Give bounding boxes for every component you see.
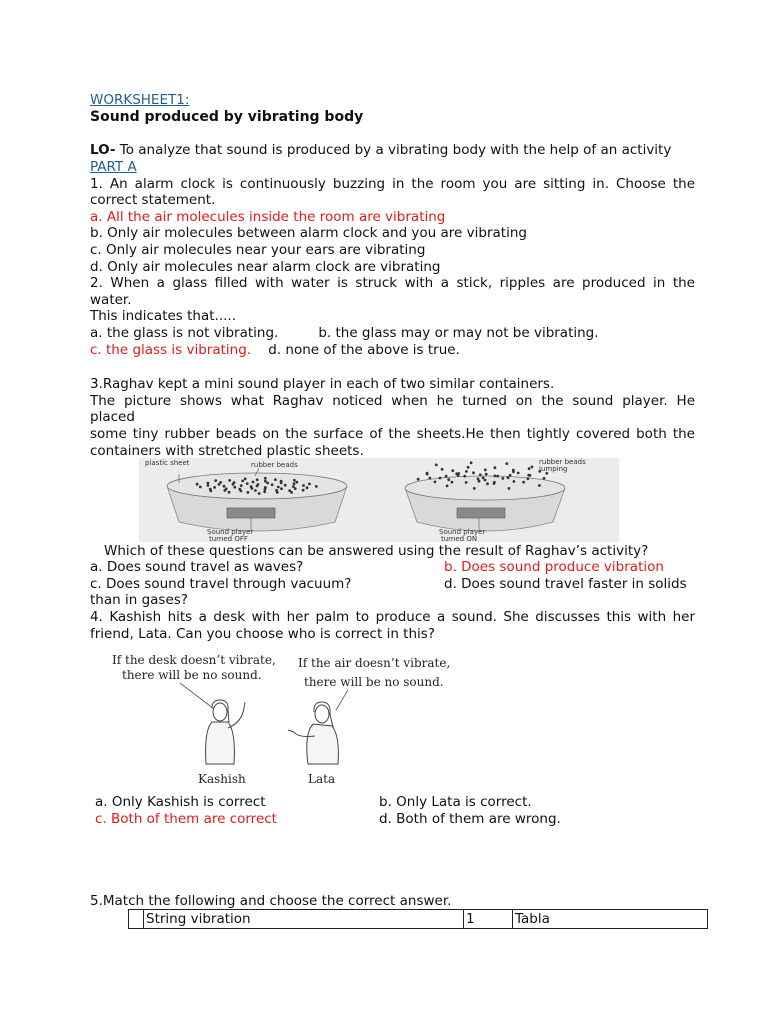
q3-option-b: b. Does sound produce vibration <box>444 559 664 575</box>
bead <box>219 481 222 484</box>
bead <box>439 477 442 480</box>
bead <box>306 486 309 489</box>
left-cell: String vibration <box>144 910 464 929</box>
bead <box>290 491 293 494</box>
bead <box>295 481 298 484</box>
bead <box>446 485 449 488</box>
q2-text-line3: This indicates that..... <box>90 308 236 324</box>
lata-speech-2: there will be no sound. <box>304 675 444 689</box>
lo-text: To analyze that sound is produced by a vibrating body with the help of an activity <box>115 142 672 158</box>
bead <box>257 483 260 486</box>
q2-option-d: d. none of the above is true. <box>268 342 460 358</box>
label-off-2: turned OFF <box>209 535 248 542</box>
bead <box>478 480 481 483</box>
bead <box>528 467 531 470</box>
q3-text-line1: 3.Raghav kept a mini sound player in each of two similar containers. <box>90 376 555 392</box>
q4-text-line1: 4. Kashish hits a desk with her palm to produce a sound. She discusses this with her <box>90 609 695 625</box>
q3-option-a: a. Does sound travel as waves? <box>90 559 304 575</box>
right-cell: Tabla <box>513 910 708 929</box>
q2-options-cd <box>90 342 695 359</box>
number-cell: 1 <box>464 910 513 929</box>
bead <box>501 477 504 480</box>
bead <box>493 482 496 485</box>
bead <box>223 485 226 488</box>
bead <box>256 478 259 481</box>
lata-speech-1: If the air doesn’t vibrate, <box>298 656 451 670</box>
bead <box>223 489 226 492</box>
q3-option-d: d. Does sound travel faster in solids <box>444 576 687 592</box>
bead <box>252 481 255 484</box>
label-rubber-beads: rubber beads <box>251 461 298 469</box>
bead <box>507 476 510 479</box>
q2-option-b: b. the glass may or may not be vibrating. <box>318 325 599 341</box>
match-table <box>128 909 708 929</box>
kashish-lata-figure <box>108 652 453 787</box>
bead <box>484 479 487 482</box>
bead <box>435 464 438 467</box>
bead <box>470 461 473 464</box>
bead <box>280 487 283 490</box>
bead <box>228 491 231 494</box>
bead <box>494 466 497 469</box>
q4-option-a: a. Only Kashish is correct <box>95 794 266 810</box>
bead <box>241 480 244 483</box>
bead <box>263 490 266 493</box>
learning-objective <box>90 142 695 159</box>
bead <box>302 489 305 492</box>
raghav-experiment-figure <box>139 458 619 542</box>
bead <box>293 482 296 485</box>
bead <box>509 474 512 477</box>
bead <box>264 477 267 480</box>
bead <box>426 473 429 476</box>
q1-option-c: c. Only air molecules near your ears are vibrating <box>90 242 426 258</box>
label-off-1: Sound player <box>207 528 254 536</box>
q3-text-line4: some tiny rubber beads on the surface of the sheets.He then tightly covered both the <box>90 426 695 442</box>
bead <box>512 470 515 473</box>
bead <box>429 477 432 480</box>
bead <box>254 489 257 492</box>
bead <box>473 487 476 490</box>
bead <box>277 486 280 489</box>
page-title: Sound produced by vibrating body <box>90 109 364 125</box>
q3-question: Which of these questions can be answered using the result of Raghav’s activity? <box>104 543 649 559</box>
q1-option-d: d. Only air molecules near alarm clock are vibrating <box>90 259 441 275</box>
q1-text-line2: correct statement. <box>90 192 216 208</box>
bead <box>207 484 210 487</box>
lata-name: Lata <box>308 772 336 786</box>
q3-text-line3: placed <box>90 409 135 425</box>
label-beads-jumping-1: rubber beads <box>539 458 586 466</box>
bead <box>517 472 520 475</box>
bead <box>293 479 296 482</box>
q4-text-line2: friend, Lata. Can you choose who is correct in this? <box>90 626 435 642</box>
bead <box>465 470 468 473</box>
lata-illustration <box>288 702 338 764</box>
part-a-heading: PART A <box>90 159 137 175</box>
label-on-1: Sound player <box>439 528 486 536</box>
bead <box>302 484 305 487</box>
bead <box>447 478 450 481</box>
bead <box>494 475 497 478</box>
bead <box>196 483 199 486</box>
bead <box>441 468 444 471</box>
q1-option-b: b. Only air molecules between alarm clock and you are vibrating <box>90 225 527 241</box>
bead <box>496 475 499 478</box>
bead <box>529 474 532 477</box>
bead <box>213 486 216 489</box>
bead <box>199 486 202 489</box>
row-spacer-cell <box>129 910 144 929</box>
bead <box>522 481 525 484</box>
bead <box>485 473 488 476</box>
bead <box>271 483 274 486</box>
bead <box>233 481 236 484</box>
bead <box>451 481 454 484</box>
bead <box>308 483 311 486</box>
bead <box>240 490 243 493</box>
bead <box>266 482 269 485</box>
worksheet-label: WORKSHEET1: <box>90 92 190 108</box>
bead <box>294 487 297 490</box>
bead <box>258 492 261 495</box>
q2-text-line2: water. <box>90 292 132 308</box>
bead <box>228 479 231 482</box>
q4-option-b: b. Only Lata is correct. <box>379 794 532 810</box>
q5-text: 5.Match the following and choose the correct answer. <box>90 893 452 909</box>
kashish-speech-1: If the desk doesn’t vibrate, <box>112 653 276 667</box>
q3-text-line2: The picture shows what Raghav noticed when he turned on the sound player. He <box>90 393 695 409</box>
bead <box>486 482 489 485</box>
q4-option-d: d. Both of them are wrong. <box>379 811 561 827</box>
table-row <box>129 910 708 929</box>
bead <box>457 474 460 477</box>
bead <box>284 484 287 487</box>
bead <box>513 480 516 483</box>
bead <box>264 488 267 491</box>
bead <box>247 491 250 494</box>
bead <box>434 481 437 484</box>
bead <box>244 478 247 481</box>
bead <box>463 475 466 478</box>
bead <box>527 477 530 480</box>
bead <box>214 479 217 482</box>
bead <box>280 480 283 483</box>
bead <box>451 469 454 472</box>
container-off-illustration <box>167 468 347 531</box>
label-plastic-sheet: plastic sheet <box>145 459 190 467</box>
bead <box>543 477 546 480</box>
label-beads-jumping-2: jumping <box>539 465 568 473</box>
bead <box>246 482 249 485</box>
bead <box>445 475 448 478</box>
bead <box>417 478 420 481</box>
bead <box>251 487 254 490</box>
label-on-2: turned ON <box>441 535 478 542</box>
q2-option-a: a. the glass is not vibrating. <box>90 325 279 341</box>
q4-option-c: c. Both of them are correct <box>95 811 277 827</box>
q1-option-a: a. All the air molecules inside the room are vibrating <box>90 209 446 225</box>
bead <box>538 484 541 487</box>
q2-text-line1: 2. When a glass filled with water is struck with a stick, ripples are produced in the <box>90 275 695 291</box>
bead <box>467 466 470 469</box>
q3-option-c: c. Does sound travel through vacuum? <box>90 576 352 592</box>
bead <box>274 478 277 481</box>
kashish-speech-2: there will be no sound. <box>122 668 262 682</box>
q3-option-d-cont: than in gases? <box>90 592 188 608</box>
q1-text-line1: 1. An alarm clock is continuously buzzing in the room you are sitting in. Choose the <box>90 176 695 192</box>
bead <box>315 485 318 488</box>
lo-label: LO- <box>90 142 116 158</box>
bead <box>233 486 236 489</box>
kashish-name: Kashish <box>198 772 246 786</box>
q2-options-ab <box>90 325 695 342</box>
bead <box>276 491 279 494</box>
bead <box>472 471 475 474</box>
bead <box>240 484 243 487</box>
bead <box>482 477 485 480</box>
bead <box>209 490 212 493</box>
bead <box>508 487 511 490</box>
bead <box>479 473 482 476</box>
bead <box>465 481 468 484</box>
bead <box>505 462 508 465</box>
q2-option-c: c. the glass is vibrating. <box>90 342 252 358</box>
q3-text-line5: containers with stretched plastic sheets. <box>90 443 364 459</box>
bead <box>207 482 210 485</box>
bead <box>264 480 267 483</box>
bead <box>484 469 487 472</box>
bead <box>531 466 534 469</box>
kashish-illustration <box>206 700 245 764</box>
